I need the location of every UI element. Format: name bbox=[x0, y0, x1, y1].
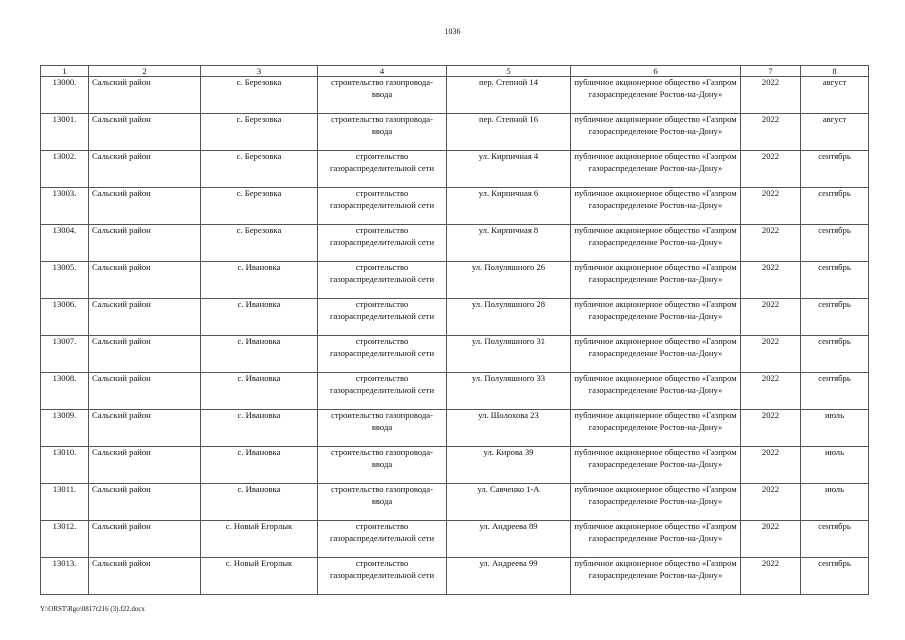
year-cell: 2022 bbox=[741, 558, 801, 595]
work-type-cell: строительство газопровода-ввода bbox=[318, 77, 447, 114]
column-header: 2 bbox=[89, 66, 201, 77]
address-cell: ул. Полуляшного 33 bbox=[447, 373, 571, 410]
page-number: 1036 bbox=[444, 27, 461, 36]
table-row bbox=[41, 447, 869, 484]
organization-cell: публичное акционерное общество «Газпром газораспределение Ростов-на-Дону» bbox=[571, 336, 741, 373]
settlement-cell: с. Новый Егорлык bbox=[201, 521, 318, 558]
settlement-cell: с. Березовка bbox=[201, 188, 318, 225]
year-cell: 2022 bbox=[741, 77, 801, 114]
month-cell: июль bbox=[801, 447, 869, 484]
work-type-cell: строительство газораспределительной сети bbox=[318, 151, 447, 188]
row-number: 13000. bbox=[41, 77, 89, 114]
district-cell: Сальский район bbox=[89, 151, 201, 188]
year-cell: 2022 bbox=[741, 484, 801, 521]
address-cell: ул. Кирпичная 6 bbox=[447, 188, 571, 225]
district-cell: Сальский район bbox=[89, 558, 201, 595]
table-row bbox=[41, 410, 869, 447]
settlement-cell: с. Ивановка bbox=[201, 299, 318, 336]
year-cell: 2022 bbox=[741, 225, 801, 262]
month-cell: сентябрь bbox=[801, 188, 869, 225]
table-row bbox=[41, 484, 869, 521]
organization-cell: публичное акционерное общество «Газпром газораспределение Ростов-на-Дону» bbox=[571, 484, 741, 521]
organization-cell: публичное акционерное общество «Газпром газораспределение Ростов-на-Дону» bbox=[571, 77, 741, 114]
row-number: 13010. bbox=[41, 447, 89, 484]
address-cell: ул. Кирпичная 4 bbox=[447, 151, 571, 188]
year-cell: 2022 bbox=[741, 373, 801, 410]
month-cell: сентябрь bbox=[801, 521, 869, 558]
month-cell: сентябрь bbox=[801, 225, 869, 262]
column-header: 1 bbox=[41, 66, 89, 77]
row-number: 13003. bbox=[41, 188, 89, 225]
work-type-cell: строительство газораспределительной сети bbox=[318, 188, 447, 225]
month-cell: август bbox=[801, 114, 869, 151]
district-cell: Сальский район bbox=[89, 77, 201, 114]
district-cell: Сальский район bbox=[89, 114, 201, 151]
row-number: 13009. bbox=[41, 410, 89, 447]
organization-cell: публичное акционерное общество «Газпром газораспределение Ростов-на-Дону» bbox=[571, 262, 741, 299]
settlement-cell: с. Ивановка bbox=[201, 447, 318, 484]
work-type-cell: строительство газораспределительной сети bbox=[318, 225, 447, 262]
month-cell: сентябрь bbox=[801, 558, 869, 595]
work-type-cell: строительство газораспределительной сети bbox=[318, 262, 447, 299]
work-type-cell: строительство газопровода-ввода bbox=[318, 410, 447, 447]
year-cell: 2022 bbox=[741, 299, 801, 336]
organization-cell: публичное акционерное общество «Газпром газораспределение Ростов-на-Дону» bbox=[571, 558, 741, 595]
organization-cell: публичное акционерное общество «Газпром газораспределение Ростов-на-Дону» bbox=[571, 299, 741, 336]
row-number: 13007. bbox=[41, 336, 89, 373]
work-type-cell: строительство газопровода-ввода bbox=[318, 484, 447, 521]
address-cell: ул. Полуляшного 26 bbox=[447, 262, 571, 299]
organization-cell: публичное акционерное общество «Газпром газораспределение Ростов-на-Дону» bbox=[571, 521, 741, 558]
header-row bbox=[41, 66, 869, 77]
district-cell: Сальский район bbox=[89, 410, 201, 447]
work-type-cell: строительство газораспределительной сети bbox=[318, 299, 447, 336]
year-cell: 2022 bbox=[741, 521, 801, 558]
table-row bbox=[41, 151, 869, 188]
table-row bbox=[41, 521, 869, 558]
year-cell: 2022 bbox=[741, 336, 801, 373]
work-type-cell: строительство газораспределительной сети bbox=[318, 336, 447, 373]
table-row bbox=[41, 188, 869, 225]
row-number: 13011. bbox=[41, 484, 89, 521]
row-number: 13005. bbox=[41, 262, 89, 299]
month-cell: июль bbox=[801, 484, 869, 521]
address-cell: ул. Полуляшного 28 bbox=[447, 299, 571, 336]
settlement-cell: с. Ивановка bbox=[201, 336, 318, 373]
district-cell: Сальский район bbox=[89, 447, 201, 484]
settlement-cell: с. Ивановка bbox=[201, 373, 318, 410]
work-type-cell: строительство газопровода-ввода bbox=[318, 114, 447, 151]
column-header: 8 bbox=[801, 66, 869, 77]
work-type-cell: строительство газораспределительной сети bbox=[318, 373, 447, 410]
district-cell: Сальский район bbox=[89, 299, 201, 336]
month-cell: сентябрь bbox=[801, 299, 869, 336]
address-cell: ул. Полуляшного 31 bbox=[447, 336, 571, 373]
year-cell: 2022 bbox=[741, 188, 801, 225]
work-type-cell: строительство газопровода-ввода bbox=[318, 447, 447, 484]
table-row bbox=[41, 336, 869, 373]
file-path-footer: Y:\ORST\Rgo\0817r216 (3).f22.docx bbox=[40, 605, 145, 613]
settlement-cell: с. Березовка bbox=[201, 114, 318, 151]
address-cell: пер. Степной 14 bbox=[447, 77, 571, 114]
work-type-cell: строительство газораспределительной сети bbox=[318, 521, 447, 558]
table-row bbox=[41, 114, 869, 151]
district-cell: Сальский район bbox=[89, 373, 201, 410]
district-cell: Сальский район bbox=[89, 521, 201, 558]
address-cell: ул. Савченко 1-А bbox=[447, 484, 571, 521]
row-number: 13002. bbox=[41, 151, 89, 188]
district-cell: Сальский район bbox=[89, 262, 201, 299]
table-row bbox=[41, 299, 869, 336]
organization-cell: публичное акционерное общество «Газпром газораспределение Ростов-на-Дону» bbox=[571, 114, 741, 151]
month-cell: август bbox=[801, 77, 869, 114]
row-number: 13004. bbox=[41, 225, 89, 262]
row-number: 13001. bbox=[41, 114, 89, 151]
address-cell: ул. Шолохова 23 bbox=[447, 410, 571, 447]
row-number: 13012. bbox=[41, 521, 89, 558]
row-number: 13008. bbox=[41, 373, 89, 410]
address-cell: пер. Степной 16 bbox=[447, 114, 571, 151]
organization-cell: публичное акционерное общество «Газпром газораспределение Ростов-на-Дону» bbox=[571, 373, 741, 410]
district-cell: Сальский район bbox=[89, 484, 201, 521]
table-row bbox=[41, 558, 869, 595]
table-row bbox=[41, 262, 869, 299]
year-cell: 2022 bbox=[741, 151, 801, 188]
row-number: 13013. bbox=[41, 558, 89, 595]
column-header: 5 bbox=[447, 66, 571, 77]
organization-cell: публичное акционерное общество «Газпром газораспределение Ростов-на-Дону» bbox=[571, 447, 741, 484]
organization-cell: публичное акционерное общество «Газпром газораспределение Ростов-на-Дону» bbox=[571, 410, 741, 447]
table-row bbox=[41, 77, 869, 114]
district-cell: Сальский район bbox=[89, 336, 201, 373]
row-number: 13006. bbox=[41, 299, 89, 336]
column-header: 7 bbox=[741, 66, 801, 77]
table-row bbox=[41, 373, 869, 410]
address-cell: ул. Андреева 99 bbox=[447, 558, 571, 595]
month-cell: сентябрь bbox=[801, 151, 869, 188]
work-type-cell: строительство газораспределительной сети bbox=[318, 558, 447, 595]
organization-cell: публичное акционерное общество «Газпром газораспределение Ростов-на-Дону» bbox=[571, 151, 741, 188]
column-header: 6 bbox=[571, 66, 741, 77]
settlement-cell: с. Березовка bbox=[201, 77, 318, 114]
month-cell: июль bbox=[801, 410, 869, 447]
settlement-cell: с. Березовка bbox=[201, 225, 318, 262]
district-cell: Сальский район bbox=[89, 225, 201, 262]
address-cell: ул. Кирпичная 8 bbox=[447, 225, 571, 262]
organization-cell: публичное акционерное общество «Газпром газораспределение Ростов-на-Дону» bbox=[571, 225, 741, 262]
column-header: 4 bbox=[318, 66, 447, 77]
settlement-cell: с. Ивановка bbox=[201, 410, 318, 447]
settlement-cell: с. Березовка bbox=[201, 151, 318, 188]
month-cell: сентябрь bbox=[801, 373, 869, 410]
month-cell: сентябрь bbox=[801, 262, 869, 299]
year-cell: 2022 bbox=[741, 114, 801, 151]
column-header: 3 bbox=[201, 66, 318, 77]
year-cell: 2022 bbox=[741, 262, 801, 299]
year-cell: 2022 bbox=[741, 410, 801, 447]
organization-cell: публичное акционерное общество «Газпром газораспределение Ростов-на-Дону» bbox=[571, 188, 741, 225]
year-cell: 2022 bbox=[741, 447, 801, 484]
table-row bbox=[41, 225, 869, 262]
settlement-cell: с. Новый Егорлык bbox=[201, 558, 318, 595]
month-cell: сентябрь bbox=[801, 336, 869, 373]
settlement-cell: с. Ивановка bbox=[201, 484, 318, 521]
district-cell: Сальский район bbox=[89, 188, 201, 225]
address-cell: ул. Кирова 39 bbox=[447, 447, 571, 484]
table-body bbox=[41, 77, 869, 595]
settlement-cell: с. Ивановка bbox=[201, 262, 318, 299]
data-table bbox=[40, 65, 869, 595]
address-cell: ул. Андреева 89 bbox=[447, 521, 571, 558]
